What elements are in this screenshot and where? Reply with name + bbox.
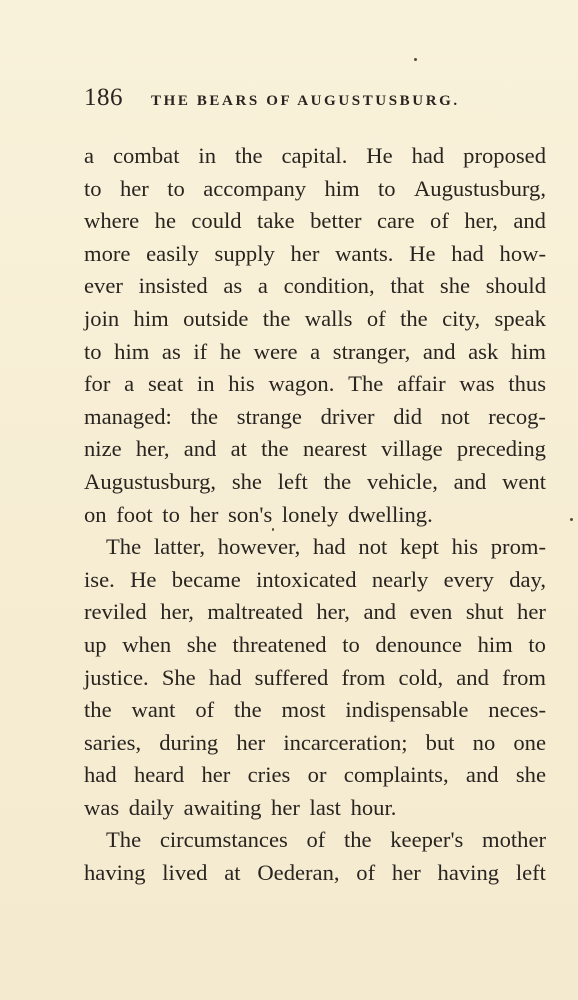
text-line: where he could take better care of her, and	[84, 208, 546, 234]
text-line: The circumstances of the keeper's mother	[106, 827, 546, 853]
text-line: managed: the strange driver did not recog-	[84, 403, 546, 429]
text-line: nize her, and at the nearest village preceding	[84, 436, 546, 462]
scan-speck	[272, 528, 274, 531]
text-line: a combat in the capital. He had proposed	[84, 143, 546, 168]
text-line: more easily supply her wants. He had how-	[84, 240, 546, 266]
text-line: reviled her, maltreated her, and even shut her	[84, 599, 546, 625]
text-line: ever insisted as a condition, that she should	[84, 273, 546, 299]
text-line: the want of the most indispensable neces-	[84, 697, 546, 723]
body-text	[84, 140, 546, 890]
page-number: 186	[84, 84, 123, 111]
text-line: for a seat in his wagon. The affair was thus	[84, 371, 546, 397]
text-line: saries, during her incarceration; but no one	[84, 729, 546, 755]
scan-speck	[414, 58, 417, 61]
page-header	[84, 84, 538, 114]
text-line: having lived at Oederan, of her having left	[84, 860, 546, 886]
running-head: THE BEARS OF AUGUSTUSBURG.	[151, 93, 460, 109]
text-line: The latter, however, had not kept his prom-	[106, 534, 546, 560]
text-line: Augustusburg, she left the vehicle, and went	[84, 468, 546, 494]
text-line: justice. She had suffered from cold, and from	[84, 664, 546, 690]
text-line: to her to accompany him to Augustusburg,	[84, 175, 546, 201]
text-line: on foot to her son's lonely dwelling.	[84, 501, 433, 527]
text-line: join him outside the walls of the city, speak	[84, 305, 546, 331]
text-line: had heard her cries or complaints, and she	[84, 762, 546, 788]
scan-speck	[570, 518, 573, 521]
text-line: to him as if he were a stranger, and ask him	[84, 338, 546, 364]
text-line: was daily awaiting her last hour.	[84, 794, 397, 820]
text-line: ise. He became intoxicated nearly every day,	[84, 566, 546, 592]
text-line: up when she threatened to denounce him to	[84, 631, 546, 657]
